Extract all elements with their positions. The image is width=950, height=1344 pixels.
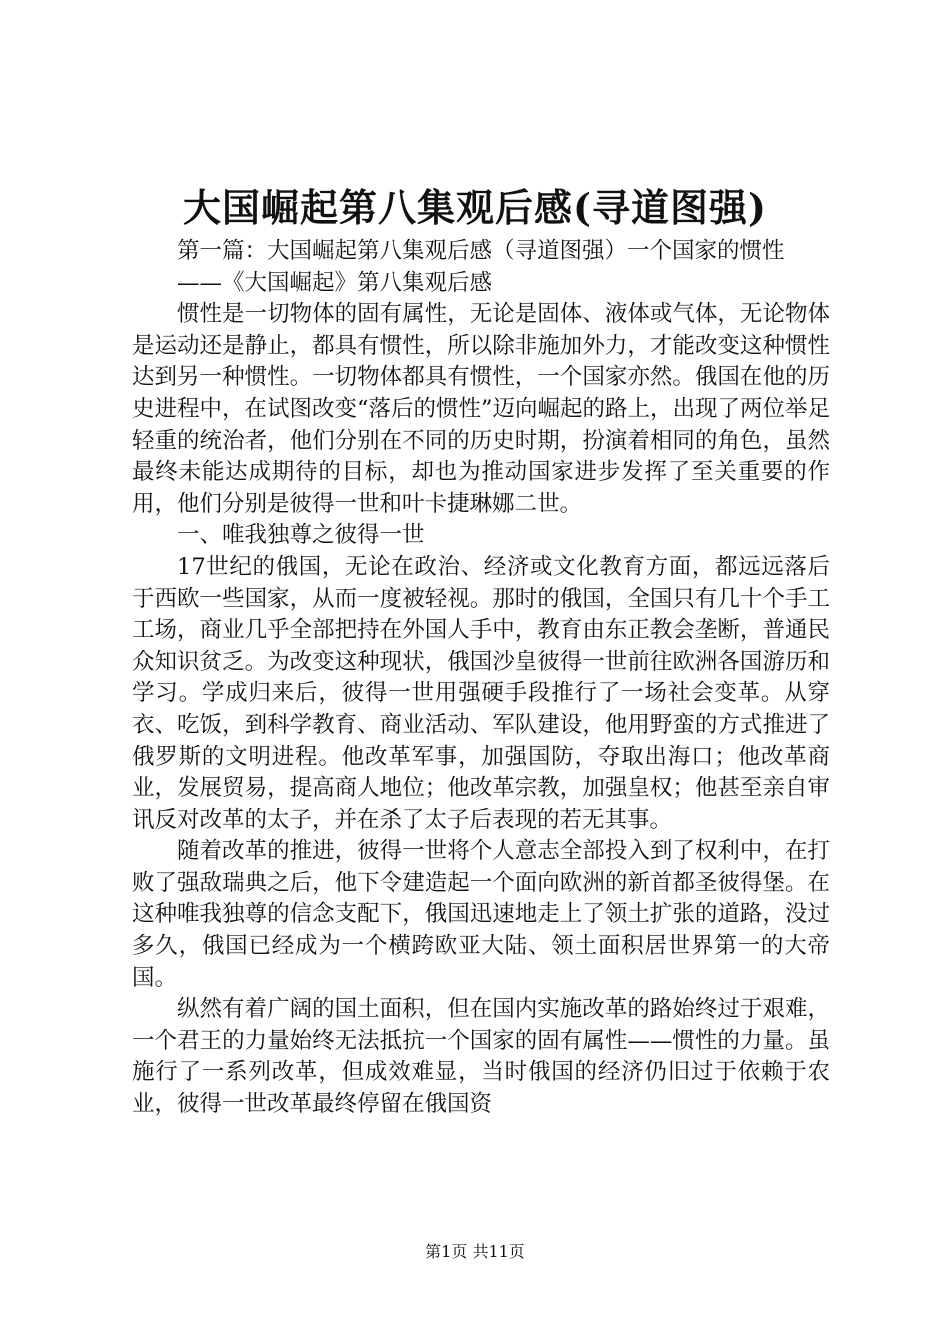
paragraph: 随着改革的推进，彼得一世将个人意志全部投入到了权利中，在打败了强敌瑞典之后，他下令建造起一个面向欧洲的新首都圣彼得堡。在这种唯我独尊的信念支配下，俄国迅速地走上了领土扩张的道路，没过多久，俄国已经成为一个横跨欧亚大陆、领土面积居世界第一的大帝国。 <box>132 838 830 991</box>
paragraph-subtitle: ——《大国崛起》第八集观后感 <box>177 269 493 296</box>
paragraph: 惯性是一切物体的固有属性，无论是固体、液体或气体，无论物体是运动还是静止，都具有惯性，所以除非施加外力，才能改变这种惯性达到另一种惯性。一切物体都具有惯性，一个国家亦然。俄国在他的历史进程中，在试图改变“落后的惯性”迈向崛起的路上，出现了两位举足轻重的统治者，他们分别在不同的历史时期，扮演着相同的角色，虽然最终未能达成期待的目标，却也为推动国家进步发挥了至关重要的作用，他们分别是彼得一世和叶卡捷琳娜二世。 <box>132 301 831 517</box>
page-footer: 第1页 共11页 <box>425 1242 525 1261</box>
paragraph-heading: 第一篇：大国崛起第八集观后感（寻道图强）一个国家的惯性 <box>177 238 785 264</box>
document-body <box>132 236 830 1121</box>
document-title: 大国崛起第八集观后感(寻道图强) <box>183 185 767 230</box>
paragraph: 纵然有着广阔的国土面积，但在国内实施改革的路始终过于艰难，一个君王的力量始终无法抵抗一个国家的固有属性——惯性的力量。虽施行了一系列改革，但成效难显，当时俄国的经济仍旧过于依赖于农业，彼得一世改革最终停留在俄国资 <box>132 996 830 1118</box>
section-heading: 一、唯我独尊之彼得一世 <box>177 522 425 549</box>
paragraph: 17世纪的俄国，无论在政治、经济或文化教育方面，都远远落后于西欧一些国家，从而一度被轻视。那时的俄国，全国只有几十个手工工场，商业几乎全部把持在外国人手中，教育由东正教会垄断，普通民众知识贫乏。为改变这种现状，俄国沙皇彼得一世前往欧洲各国游历和学习。学成归来后，彼得一世用强硬手段推行了一场社会变革。从穿衣、吃饭，到科学教育、商业活动、军队建设，他用野蛮的方式推进了俄罗斯的文明进程。他改革军事，加强国防，夺取出海口；他改革商业，发展贸易，提高商人地位；他改革宗教，加强皇权；他甚至亲自审讯反对改革的太子，并在杀了太子后表现的若无其事。 <box>132 553 830 833</box>
